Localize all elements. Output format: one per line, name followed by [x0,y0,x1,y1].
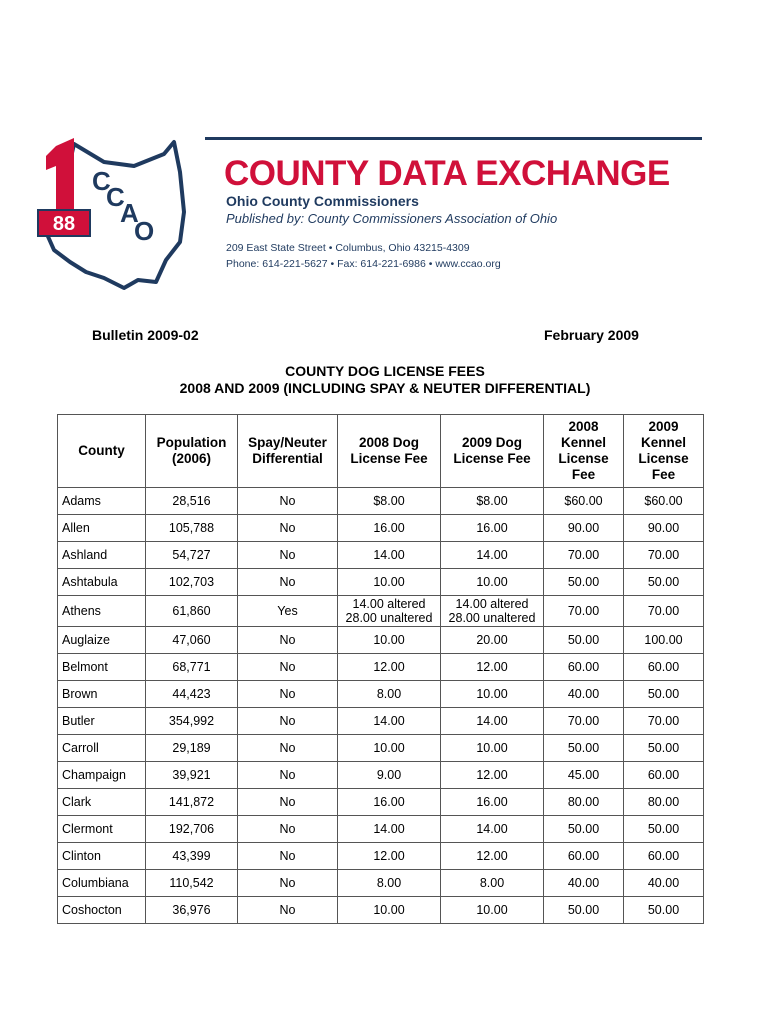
fee-line: 8.00 [376,687,402,701]
table-row [58,762,704,789]
fee-line: 14.00 [476,548,508,562]
spay-neuter-cell: No [238,897,338,924]
bulletin-number: Bulletin 2009-02 [92,327,199,343]
kennel-fee-2009-cell: 60.00 [624,843,704,870]
dog-fee-2008-cell [338,654,441,681]
table-row [58,735,704,762]
kennel-fee-2008-cell: 90.00 [544,515,624,542]
fee-line: 12.00 [373,849,405,863]
dog-fee-2009-cell [441,488,544,515]
dog-fee-2008-cell [338,488,441,515]
col-population-header [146,415,238,488]
dog-fee-2009-cell [441,627,544,654]
county-cell: Columbiana [58,870,146,897]
dog-fee-2009-cell [441,569,544,596]
county-cell: Clark [58,789,146,816]
fee-line: 16.00 [476,795,508,809]
dog-fee-2008-cell [338,897,441,924]
county-cell: Clermont [58,816,146,843]
population-cell: 110,542 [146,870,238,897]
header-text-line: 2009 Dog [461,435,523,450]
col-spay-neuter-header [238,415,338,488]
table-row [58,708,704,735]
table-row [58,542,704,569]
dog-fee-2008-cell [338,515,441,542]
kennel-fee-2008-cell: 50.00 [544,569,624,596]
dog-fee-2008-cell [338,681,441,708]
county-cell: Belmont [58,654,146,681]
spay-neuter-cell: No [238,789,338,816]
kennel-fee-2008-cell: 50.00 [544,816,624,843]
fee-line: 16.00 [373,795,405,809]
kennel-fee-2008-cell: 50.00 [544,735,624,762]
kennel-fee-2009-cell: 50.00 [624,569,704,596]
kennel-fee-2009-cell: 50.00 [624,816,704,843]
population-cell: 192,706 [146,816,238,843]
header-text-line: License Fee [350,451,428,466]
table-row [58,515,704,542]
fee-line: 14.00 [476,822,508,836]
table-row [58,488,704,515]
county-cell: Brown [58,681,146,708]
org-name: Ohio County Commissioners [226,193,419,209]
table-row [58,870,704,897]
fee-line: 10.00 [373,633,405,647]
dog-fee-2009-cell [441,708,544,735]
kennel-fee-2008-cell: 60.00 [544,843,624,870]
header-text-line: Kennel [560,435,606,450]
logo-letter-c1: C [92,166,111,196]
table-row [58,569,704,596]
spay-neuter-cell: No [238,569,338,596]
population-cell: 36,976 [146,897,238,924]
fee-line: 14.00 [476,714,508,728]
kennel-fee-2008-cell: 70.00 [544,542,624,569]
header-text-line: 2009 [648,419,679,434]
kennel-fee-2008-cell: 40.00 [544,870,624,897]
spay-neuter-cell: No [238,654,338,681]
population-cell: 354,992 [146,708,238,735]
fee-line: 8.00 [479,876,505,890]
spay-neuter-cell: No [238,816,338,843]
kennel-fee-2008-cell: 70.00 [544,596,624,627]
header-text-line: County [78,443,125,458]
table-row [58,816,704,843]
kennel-fee-2009-cell: 70.00 [624,708,704,735]
dog-fee-2009-cell [441,816,544,843]
county-cell: Ashland [58,542,146,569]
kennel-fee-2009-cell: 50.00 [624,681,704,708]
dog-fee-2009-cell [441,515,544,542]
fee-line: 10.00 [476,575,508,589]
spay-neuter-cell: No [238,708,338,735]
fee-line: 12.00 [476,849,508,863]
header-text-line: Kennel [640,435,686,450]
newsletter-title: COUNTY DATA EXCHANGE [224,154,670,193]
dog-fee-2009-cell [441,762,544,789]
county-cell: Champaign [58,762,146,789]
logo-letter-a: A [120,198,139,228]
dog-fee-2009-cell [441,735,544,762]
population-cell: 102,703 [146,569,238,596]
dog-fee-2008-cell [338,569,441,596]
county-cell: Adams [58,488,146,515]
population-cell: 28,516 [146,488,238,515]
ccao-logo [34,132,194,292]
kennel-fee-2009-cell: 60.00 [624,762,704,789]
header-text-line: 2008 Dog [358,435,420,450]
dog-fee-2008-cell [338,596,441,627]
spay-neuter-cell: Yes [238,596,338,627]
population-cell: 29,189 [146,735,238,762]
table-row [58,627,704,654]
dog-fee-2009-cell [441,596,544,627]
kennel-fee-2008-cell: 45.00 [544,762,624,789]
kennel-fee-2009-cell: 50.00 [624,735,704,762]
kennel-fee-2009-cell: 70.00 [624,542,704,569]
header-text-line: Spay/Neuter [248,435,327,450]
header-text-line: Fee [571,467,596,482]
kennel-fee-2008-cell: 80.00 [544,789,624,816]
population-cell: 47,060 [146,627,238,654]
spay-neuter-cell: No [238,870,338,897]
kennel-fee-2009-cell: 60.00 [624,654,704,681]
fee-line: 10.00 [373,741,405,755]
fee-line: 9.00 [376,768,402,782]
logo-one-shape [46,138,74,216]
kennel-fee-2009-cell: $60.00 [624,488,704,515]
table-row [58,654,704,681]
kennel-fee-2008-cell: 40.00 [544,681,624,708]
dog-fee-2009-cell [441,843,544,870]
dog-license-fee-table [57,414,704,924]
kennel-fee-2009-cell: 100.00 [624,627,704,654]
header-text-line: License Fee [453,451,531,466]
phone-fax-web-line: Phone: 614-221-5627 • Fax: 614-221-6986 • www.ccao.org [226,258,501,270]
header-rule [205,137,702,140]
county-cell: Allen [58,515,146,542]
header-text-line: (2006) [171,451,212,466]
kennel-fee-2008-cell: 50.00 [544,897,624,924]
fee-line: $8.00 [476,494,508,508]
county-cell: Butler [58,708,146,735]
population-cell: 141,872 [146,789,238,816]
county-cell: Ashtabula [58,569,146,596]
col-2008-kennel-fee-header [544,415,624,488]
col-2009-dog-fee-header [441,415,544,488]
fee-line: $8.00 [373,494,405,508]
county-cell: Coshocton [58,897,146,924]
col-2008-dog-fee-header [338,415,441,488]
dog-fee-2008-cell [338,762,441,789]
dog-fee-2008-cell [338,542,441,569]
kennel-fee-2008-cell: 70.00 [544,708,624,735]
spay-neuter-cell: No [238,515,338,542]
dog-fee-2009-cell [441,789,544,816]
dog-fee-2008-cell [338,735,441,762]
header-text-line: 2008 [568,419,599,434]
table-header-row [58,415,704,488]
kennel-fee-2009-cell: 80.00 [624,789,704,816]
dog-fee-2009-cell [441,542,544,569]
table-row [58,843,704,870]
fee-line: 14.00 altered [352,597,426,611]
fee-line: 8.00 [376,876,402,890]
county-cell: Auglaize [58,627,146,654]
document-heading: COUNTY DOG LICENSE FEES [285,363,485,379]
spay-neuter-cell: No [238,762,338,789]
population-cell: 61,860 [146,596,238,627]
fee-line: 12.00 [476,660,508,674]
contact-block [226,240,501,272]
logo-88-text: 88 [52,213,76,235]
kennel-fee-2009-cell: 50.00 [624,897,704,924]
county-cell: Athens [58,596,146,627]
fee-line: 10.00 [476,741,508,755]
population-cell: 68,771 [146,654,238,681]
fee-line: 10.00 [476,687,508,701]
kennel-fee-2008-cell: 60.00 [544,654,624,681]
population-cell: 44,423 [146,681,238,708]
logo-letter-o: O [134,216,155,246]
col-2009-kennel-fee-header [624,415,704,488]
spay-neuter-cell: No [238,627,338,654]
document-subheading: 2008 AND 2009 (INCLUDING SPAY & NEUTER DIFFERENTIAL) [179,380,591,396]
fee-line: 14.00 [373,822,405,836]
table-row [58,897,704,924]
fee-line: 20.00 [476,633,508,647]
fee-line: 16.00 [373,521,405,535]
fee-line: 16.00 [476,521,508,535]
dog-fee-2008-cell [338,870,441,897]
fee-line: 10.00 [373,903,405,917]
county-cell: Carroll [58,735,146,762]
dog-fee-2009-cell [441,870,544,897]
population-cell: 54,727 [146,542,238,569]
col-county-header [58,415,146,488]
dog-fee-2009-cell [441,681,544,708]
population-cell: 105,788 [146,515,238,542]
fee-line: 14.00 [373,548,405,562]
dog-fee-2008-cell [338,816,441,843]
table-row [58,789,704,816]
kennel-fee-2009-cell: 90.00 [624,515,704,542]
fee-line: 28.00 unaltered [448,611,536,625]
dog-fee-2008-cell [338,789,441,816]
fee-line: 14.00 [373,714,405,728]
fee-line: 28.00 unaltered [345,611,433,625]
header-text-line: Population [156,435,227,450]
dog-fee-2009-cell [441,654,544,681]
dog-fee-2008-cell [338,627,441,654]
kennel-fee-2008-cell: 50.00 [544,627,624,654]
fee-line: 14.00 altered [455,597,529,611]
spay-neuter-cell: No [238,843,338,870]
spay-neuter-cell: No [238,488,338,515]
table-row [58,596,704,627]
dog-fee-2008-cell [338,843,441,870]
header-text-line: Differential [252,451,323,466]
header-text-line: Fee [651,467,676,482]
header-text-line: License [558,451,609,466]
spay-neuter-cell: No [238,681,338,708]
fee-line: 12.00 [373,660,405,674]
bulletin-date: February 2009 [544,327,639,343]
spay-neuter-cell: No [238,735,338,762]
address-line: 209 East State Street • Columbus, Ohio 43215-4309 [226,242,470,254]
population-cell: 43,399 [146,843,238,870]
fee-line: 10.00 [476,903,508,917]
table-row [58,681,704,708]
table-body [58,488,704,924]
spay-neuter-cell: No [238,542,338,569]
county-cell: Clinton [58,843,146,870]
fee-line: 12.00 [476,768,508,782]
fee-line: 10.00 [373,575,405,589]
dog-fee-2009-cell [441,897,544,924]
kennel-fee-2009-cell: 40.00 [624,870,704,897]
kennel-fee-2009-cell: 70.00 [624,596,704,627]
header-text-line: License [638,451,689,466]
publisher-line: Published by: County Commissioners Association of Ohio [226,211,558,226]
dog-fee-2008-cell [338,708,441,735]
population-cell: 39,921 [146,762,238,789]
kennel-fee-2008-cell: $60.00 [544,488,624,515]
logo-letter-c2: C [106,182,125,212]
